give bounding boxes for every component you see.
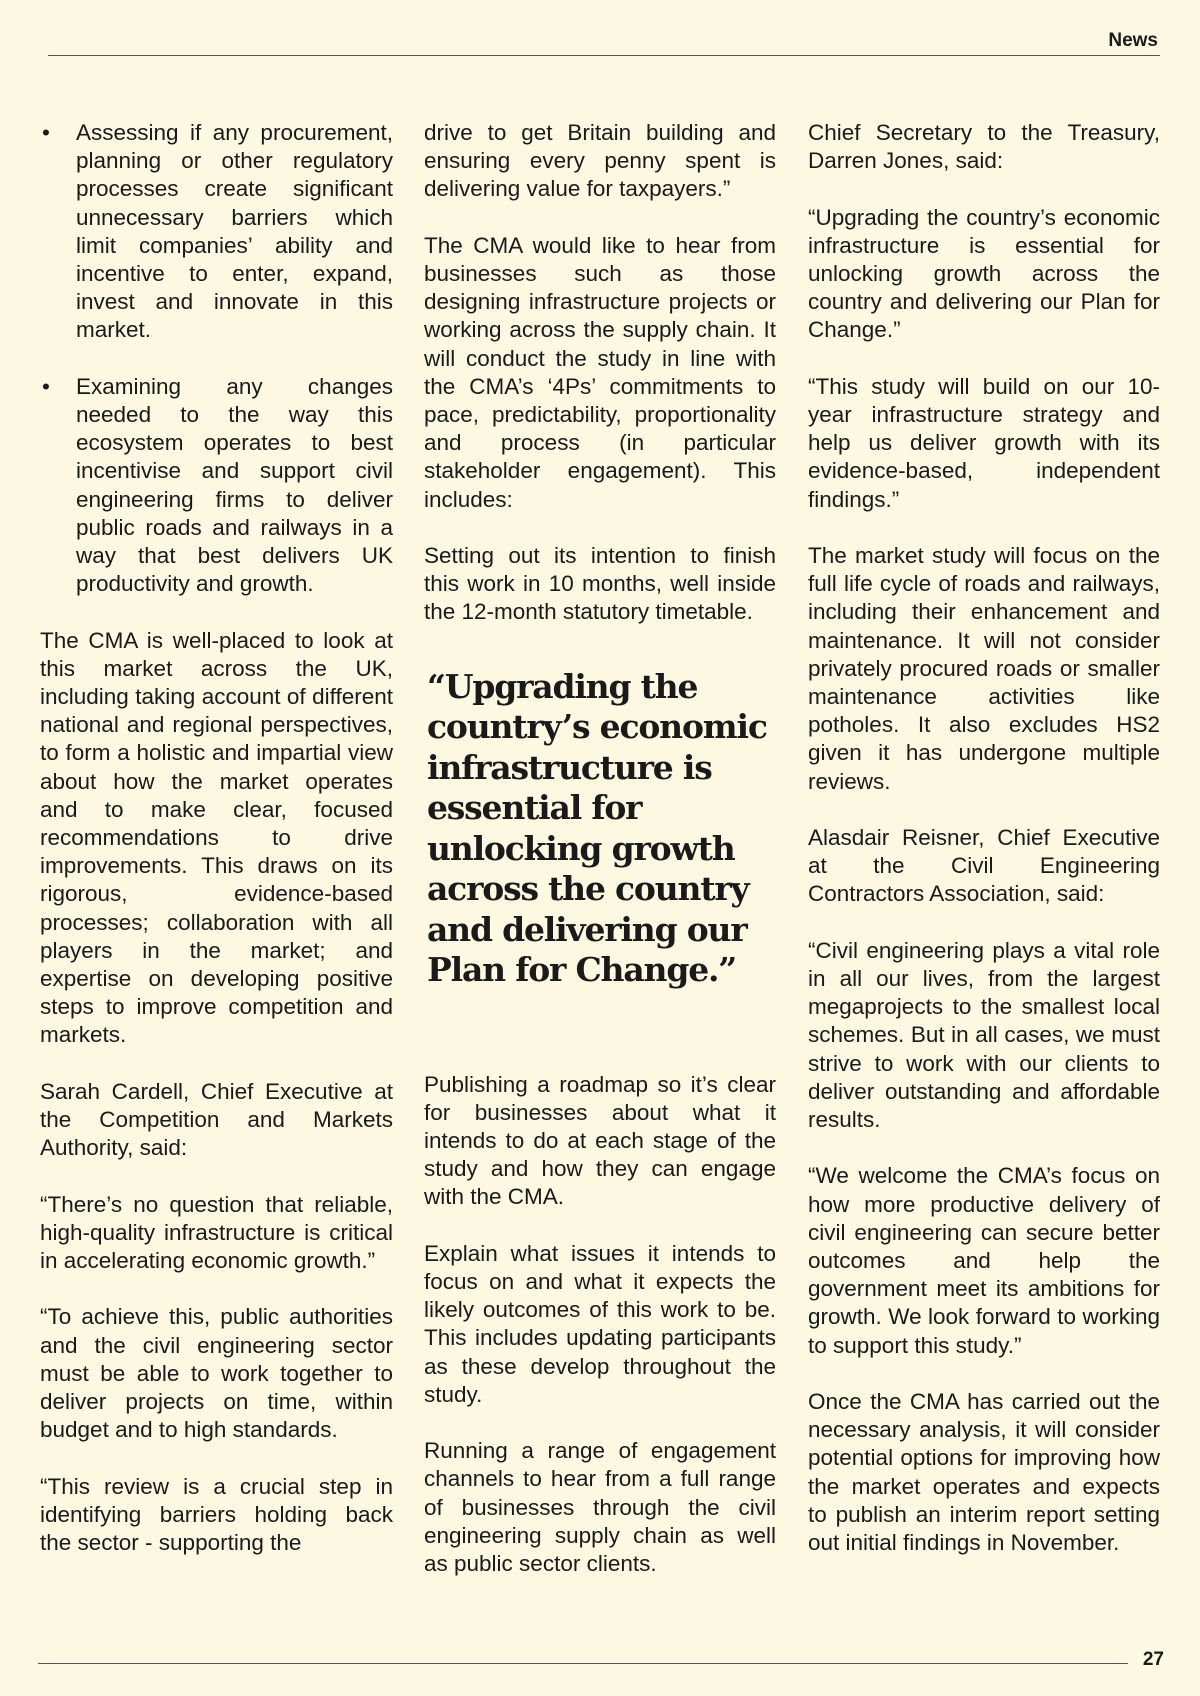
page-header <box>48 0 1160 56</box>
body-paragraph: The CMA is well-placed to look at this market across the UK, including taking account of different national and regional perspectives, to form a holistic and impartial view about how the market operates and to make clear, focused recommendations to drive improvements. This draws on its rigorous, evidence-based processes; collaboration with all players in the market; and expertise on developing positive steps to improve competition and markets. <box>40 627 393 1048</box>
body-paragraph: Explain what issues it intends to focus on and what it expects the likely outcomes of this work to be. This includes updating participants as these develop throughout the study. <box>424 1240 776 1407</box>
quote-paragraph: “We welcome the CMA’s focus on how more productive delivery of civil engineering can secure better outcomes and help the government meet its ambitions for growth. We look forward to working to support this study.” <box>808 1163 1160 1358</box>
body-paragraph: The CMA would like to hear from businesses such as those designing infrastructure projects or working across the supply chain. It will conduct the study in line with the CMA’s ‘4Ps’ commitments to pace, predictability, proportionality and process (in particular stakeholder engagement). This includes: <box>424 232 776 512</box>
body-paragraph: Alasdair Reisner, Chief Executive at the Civil Engineering Contractors Association, said: <box>808 825 1160 907</box>
bullet-text: Examining any changes needed to the way this ecosystem operates to best incentivise and support civil engineering firms to deliver public roads and railways in a way that best delivers UK productivity and growth. <box>76 373 393 597</box>
body-paragraph: Sarah Cardell, Chief Executive at the Competition and Markets Authority, said: <box>40 1078 393 1161</box>
quote-paragraph: “To achieve this, public authorities and the civil engineering sector must be able to work together to deliver projects on time, within budget and to high standards. <box>40 1304 393 1443</box>
pull-quote: “Upgrading the country’s economic infrastructure is essential for unlocking growth across the country and delivering our Plan for Change.” <box>427 666 767 990</box>
section-label: News <box>1108 30 1158 51</box>
body-paragraph: drive to get Britain building and ensuring every penny spent is delivering value for taxpayers.” <box>424 120 776 202</box>
quote-paragraph: “There’s no question that reliable, high-quality infrastructure is critical in accelerating economic growth.” <box>40 1191 393 1274</box>
footer-rule <box>38 1663 1128 1664</box>
bullet-text: Assessing if any procurement, planning or other regulatory processes create significant unnecessary barriers which limit companies’ ability and incentive to enter, expand, invest and innovate in this market. <box>76 120 393 343</box>
body-paragraph: Setting out its intention to finish this work in 10 months, well inside the 12-month statutory timetable. <box>424 543 776 625</box>
bullet-icon: • <box>42 120 50 145</box>
column-1 <box>40 119 393 1585</box>
column-2 <box>424 119 776 1606</box>
body-paragraph: Chief Secretary to the Treasury, Darren Jones, said: <box>808 120 1160 174</box>
body-paragraph: The market study will focus on the full life cycle of roads and railways, including their enhancement and maintenance. It will not consider privately procured roads or smaller maintenance activities like potholes. It also excludes HS2 given it has undergone multiple reviews. <box>808 543 1160 794</box>
bullet-item <box>40 373 393 599</box>
quote-paragraph: “This review is a crucial step in identifying barriers holding back the sector - supporting the <box>40 1473 393 1556</box>
bullet-icon: • <box>42 373 50 399</box>
quote-paragraph: “Civil engineering plays a vital role in all our lives, from the largest megaprojects to the smallest local schemes. But in all cases, we must strive to work with our clients to deliver outstanding and affordable results. <box>808 937 1160 1133</box>
page-number: 27 <box>1142 1649 1164 1670</box>
body-paragraph: Publishing a roadmap so it’s clear for businesses about what it intends to do at each stage of the study and how they can engage with the CMA. <box>424 1071 776 1210</box>
column-3 <box>808 119 1160 1585</box>
body-paragraph: Running a range of engagement channels to hear from a full range of businesses through the civil engineering supply chain as well as public sector clients. <box>424 1438 776 1577</box>
bullet-item <box>40 119 393 345</box>
header-rule <box>48 55 1160 56</box>
quote-paragraph: “This study will build on our 10-year infrastructure strategy and help us deliver growth with its evidence-based, independent findings.” <box>808 373 1160 512</box>
bullet-list <box>40 119 393 598</box>
body-paragraph: Once the CMA has carried out the necessary analysis, it will consider potential options for improving how the market operates and expects to publish an interim report setting out initial findings in November. <box>808 1389 1160 1556</box>
quote-paragraph: “Upgrading the country’s economic infrastructure is essential for unlocking growth across the country and delivering our Plan for Change.” <box>808 204 1160 343</box>
